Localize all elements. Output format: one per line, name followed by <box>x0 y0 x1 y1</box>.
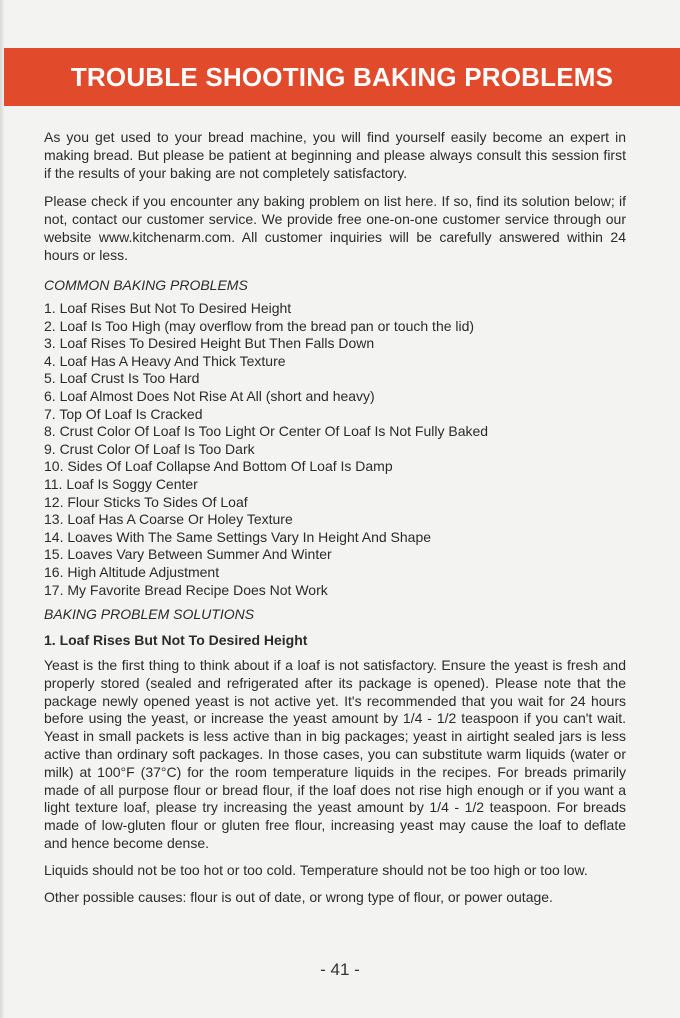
page-edge <box>0 0 4 1018</box>
problem-list-item: 14. Loaves With The Same Settings Vary In Height And Shape <box>44 528 432 545</box>
problem-list-item: 17. My Favorite Bread Recipe Does Not Work <box>44 581 328 598</box>
problem-list-item: 11. Loaf Is Soggy Center <box>44 475 198 492</box>
problem-list <box>44 300 626 599</box>
solution-1-body: Yeast is the first thing to think about if a loaf is not satisfactory. Ensure the yeast is fresh and properly stored (sealed and refrigerated after its package is opened). Please note that the package newly opened yeast is not active yet. It's recommended that you wait for 24 hours before using the yeast, or increase the yeast amount by 1/4 - 1/2 teaspoon if you can't wait. Yeast in small packets is less active than in big packages; yeast in airtight sealed jars is less active than ordinary soft packages. In those cases, you can substitute warm liquids (water or milk) at 100°F (37°C) for the room temperature liquids in the recipes. For breads primarily made of all purpose flour or bread flour, if the loaf does not rise high enough or if you want a light texture loaf, please try increasing the yeast amount by 1/4 - 1/2 teaspoon. For breads made of low-gluten flour or gluten free flour, increasing yeast may cause the loaf to deflate and hence become dense. <box>44 657 626 852</box>
intro-paragraph-2: Please check if you encounter any baking problem on list here. If so, find its solution below; if not, contact our customer service. We provide free one-on-one customer service through our website www.kitchenarm.com. All customer inquiries will be carefully answered within 24 hours or less. <box>44 193 626 263</box>
problem-list-item: 13. Loaf Has A Coarse Or Holey Texture <box>44 511 293 528</box>
problem-list-item: 4. Loaf Has A Heavy And Thick Texture <box>44 352 286 369</box>
problem-list-item: 6. Loaf Almost Does Not Rise At All (short and heavy) <box>44 387 375 404</box>
page-title: TROUBLE SHOOTING BAKING PROBLEMS <box>70 61 614 92</box>
problem-list-item: 8. Crust Color Of Loaf Is Too Light Or Center Of Loaf Is Not Fully Baked <box>44 423 489 440</box>
problem-list-item: 16. High Altitude Adjustment <box>44 563 220 580</box>
solutions-heading: BAKING PROBLEM SOLUTIONS <box>44 606 255 623</box>
problem-list-item: 5. Loaf Crust Is Too Hard <box>44 370 200 387</box>
problem-list-item: 10. Sides Of Loaf Collapse And Bottom Of Loaf Is Damp <box>44 458 393 475</box>
solution-1-other-causes: Other possible causes: flour is out of date, or wrong type of flour, or power outage. <box>44 888 553 905</box>
problem-list-item: 7. Top Of Loaf Is Cracked <box>44 405 203 422</box>
problem-list-item: 15. Loaves Vary Between Summer And Winter <box>44 546 332 563</box>
problem-list-item: 3. Loaf Rises To Desired Height But Then Falls Down <box>44 335 375 352</box>
common-problems-heading: COMMON BAKING PROBLEMS <box>44 277 248 293</box>
solution-1-title: 1. Loaf Rises But Not To Desired Height <box>44 632 308 649</box>
title-banner <box>4 48 680 106</box>
problem-list-item: 1. Loaf Rises But Not To Desired Height <box>44 300 292 316</box>
problem-list-item: 9. Crust Color Of Loaf Is Too Dark <box>44 440 255 457</box>
solution-1-liquids: Liquids should not be too hot or too cold. Temperature should not be too high or too low. <box>44 861 588 878</box>
problem-list-item: 2. Loaf Is Too High (may overflow from the bread pan or touch the lid) <box>44 317 475 334</box>
content <box>44 128 626 915</box>
intro-paragraph-1: As you get used to your bread machine, you will find yourself easily become an expert in making bread. But please be patient at beginning and please always consult this session first if the results of your baking are not completely satisfactory. <box>44 129 626 181</box>
page-number: - 41 - <box>320 960 360 979</box>
problem-list-item: 12. Flour Sticks To Sides Of Loaf <box>44 493 248 510</box>
